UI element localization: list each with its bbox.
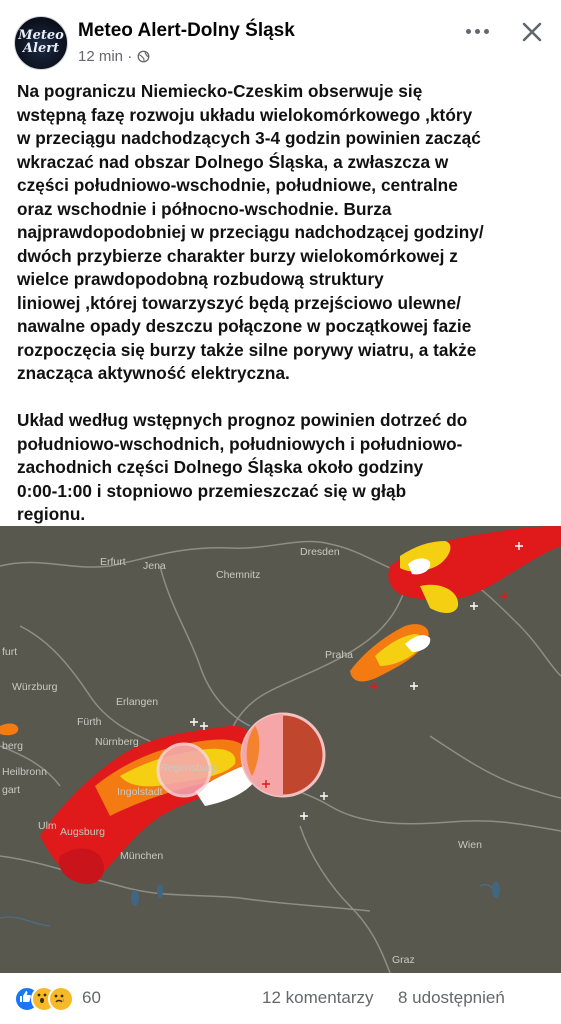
post-meta bbox=[78, 48, 150, 65]
map-label-furth: Fürth bbox=[77, 716, 102, 728]
map-label-furt: furt bbox=[2, 646, 18, 658]
map-label-wien: Wien bbox=[458, 839, 482, 851]
map-label-praha: Praha bbox=[325, 649, 354, 661]
map-label-graz: Graz bbox=[392, 954, 415, 966]
post-footer bbox=[0, 974, 561, 1024]
map-label-augsburg: Augsburg bbox=[60, 826, 105, 838]
map-label-nurnberg: Nürnberg bbox=[95, 736, 139, 748]
map-label-munchen: München bbox=[120, 850, 164, 862]
shares-count-link[interactable]: 8 udostępnień bbox=[398, 988, 505, 1007]
close-icon[interactable] bbox=[518, 18, 546, 46]
post-header bbox=[0, 0, 561, 72]
map-label-dresden: Dresden bbox=[300, 546, 340, 558]
map-label-ulm: Ulm bbox=[38, 820, 57, 832]
reaction-icons[interactable] bbox=[14, 986, 78, 1010]
comments-count-link[interactable]: 12 komentarzy bbox=[262, 988, 374, 1007]
map-label-regensburg: Regensburg bbox=[160, 762, 218, 774]
map-label-erfurt: Erfurt bbox=[100, 556, 126, 568]
post-time[interactable]: 12 min · bbox=[78, 48, 133, 65]
map-label-berg: berg bbox=[2, 740, 24, 752]
avatar-logo-text: Meteo Alert bbox=[18, 28, 64, 56]
lightning-map-image[interactable] bbox=[0, 526, 561, 973]
sad-icon bbox=[48, 986, 74, 1012]
avatar[interactable] bbox=[14, 16, 68, 70]
map-label-wurzburg: Würzburg bbox=[12, 681, 58, 693]
reaction-count[interactable]: 60 bbox=[82, 988, 101, 1007]
map-graphic bbox=[0, 526, 561, 973]
lightning-cluster-northeast bbox=[350, 526, 561, 681]
map-label-gart: gart bbox=[2, 784, 21, 796]
post-body-text: Na pograniczu Niemiecko-Czeskim obserwuje się wstępną fazę rozwoju układu wielokomórkowego ,który w przeciągu nadchodzących 3-4 godzin powinien zacząć wkraczać nad obszar Dolnego Śląska, a zwłaszcza w części południowo-wschodnie, południowe, centralne oraz wschodnie i północno-wschodnie. Burza najprawdopodobniej w przeciągu nadchodzącej godziny/ dwóch przybierze charakter burzy wielokomórkowej z wielce prawdopodobną rozbudową struktury liniowej ,której towarzyszyć będą przejściowo ulewne/ nawalne opady deszczu połączone w początkowej fazie rozpoczęcia się burzy także silne porywy wiatru, a także znacząca aktywność elektryczna. Układ według wstępnych prognoz powinien dotrzeć do południowo-wschodnich, południowych i południowo- zachodnich części Dolnego Śląska około godziny 0:00-1:00 i stopniowo przemieszczać się w głąb regionu. bbox=[17, 81, 484, 524]
more-options-icon[interactable] bbox=[462, 22, 492, 40]
map-label-ingolstadt: Ingolstadt bbox=[117, 786, 163, 798]
page-name[interactable]: Meteo Alert-Dolny Śląsk bbox=[78, 20, 295, 41]
map-label-chemnitz: Chemnitz bbox=[216, 569, 261, 581]
globe-icon bbox=[137, 50, 150, 63]
map-label-heilbronn: Heilbronn bbox=[2, 766, 47, 778]
map-label-erlangen: Erlangen bbox=[116, 696, 159, 708]
map-label-jena: Jena bbox=[143, 560, 166, 572]
